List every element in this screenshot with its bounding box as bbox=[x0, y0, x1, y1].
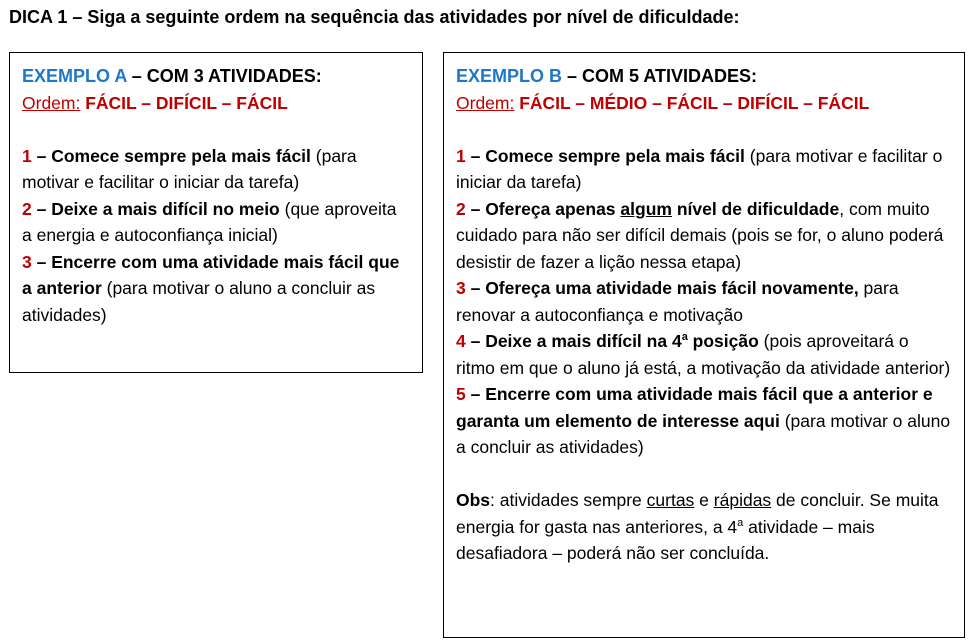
example-b-item-5 bbox=[456, 381, 952, 461]
item-number: 2 bbox=[22, 198, 32, 219]
obs-text: : atividades sempre bbox=[490, 490, 647, 510]
item-number: 1 bbox=[456, 145, 466, 166]
example-b-title-rest: – COM 5 ATIVIDADES: bbox=[562, 66, 758, 86]
example-a-item-3 bbox=[22, 249, 410, 329]
obs-text: de concluir. Se muita energia for gasta nas anteriores, a 4 bbox=[456, 490, 939, 537]
example-b-title-lead: EXEMPLO B bbox=[456, 66, 563, 86]
example-b-item-1 bbox=[456, 143, 952, 196]
item-number: 2 bbox=[456, 198, 466, 219]
spacer bbox=[22, 116, 410, 143]
item-text: (pois aproveitará o ritmo em que o aluno já está, a motivação da atividade anterior) bbox=[456, 331, 951, 378]
spacer bbox=[456, 116, 952, 143]
example-a-title-rest: – COM 3 ATIVIDADES: bbox=[126, 66, 322, 86]
item-number: 1 bbox=[22, 145, 32, 166]
obs-note bbox=[456, 487, 952, 567]
order-label: Ordem: bbox=[22, 92, 81, 113]
example-a-title-lead: EXEMPLO A bbox=[22, 66, 127, 86]
example-b-box bbox=[443, 52, 965, 638]
item-emphasis: posição bbox=[687, 331, 759, 351]
order-label: Ordem: bbox=[456, 92, 515, 113]
example-a-item-2 bbox=[22, 196, 410, 249]
item-text: , com muito cuidado para não ser difícil demais (pois se for, o aluno poderá desistir de fazer a lição nessa etapa) bbox=[456, 198, 944, 272]
example-a-item-1 bbox=[22, 143, 410, 196]
obs-text: e bbox=[694, 490, 714, 510]
obs-underlined: curtas bbox=[646, 490, 695, 510]
item-emphasis: – Deixe a mais difícil na 4 bbox=[465, 331, 682, 351]
item-number: 3 bbox=[22, 251, 32, 272]
example-b-order bbox=[456, 90, 952, 117]
ordinal-superscript: a bbox=[681, 331, 688, 344]
page-heading: DICA 1 – Siga a seguinte ordem na sequência das atividades por nível de dificuldade: bbox=[9, 7, 740, 27]
item-text: (para motivar e facilitar o iniciar da tarefa) bbox=[456, 145, 943, 192]
example-a-order bbox=[22, 90, 410, 117]
item-number: 5 bbox=[456, 384, 466, 404]
item-text: (para motivar o aluno a concluir as atividades) bbox=[456, 410, 951, 457]
example-b-item-3 bbox=[456, 275, 952, 328]
item-number: 3 bbox=[456, 278, 466, 298]
order-value: FÁCIL – DIFÍCIL – FÁCIL bbox=[80, 92, 288, 113]
item-number: 4 bbox=[456, 331, 466, 351]
item-emphasis: – Comece sempre pela mais fácil bbox=[465, 145, 745, 166]
ordinal-superscript: a bbox=[737, 516, 744, 529]
example-a-title bbox=[22, 63, 410, 90]
item-text: (para motivar o aluno a concluir as atividades) bbox=[22, 278, 376, 325]
item-text: (que aproveita a energia e autoconfiança inicial) bbox=[22, 198, 397, 245]
example-b-item-2 bbox=[456, 196, 952, 276]
order-value: FÁCIL – MÉDIO – FÁCIL – DIFÍCIL – FÁCIL bbox=[514, 92, 870, 113]
item-emphasis: – Ofereça apenas bbox=[465, 198, 621, 219]
item-emphasis: – Deixe a mais difícil no meio bbox=[31, 198, 280, 219]
example-b-title bbox=[456, 63, 952, 90]
example-b-item-4 bbox=[456, 328, 952, 381]
item-underlined: algum bbox=[620, 198, 672, 219]
item-text: para renovar a autoconfiança e motivação bbox=[456, 278, 899, 325]
item-text: (para motivar e facilitar o iniciar da tarefa) bbox=[22, 145, 357, 192]
item-emphasis: nível de dificuldade bbox=[671, 198, 840, 219]
obs-underlined: rápidas bbox=[713, 490, 772, 510]
item-emphasis: – Encerre com uma atividade mais fácil que a anterior bbox=[22, 251, 400, 298]
obs-text: atividade – mais desafiadora – poderá não ser concluída. bbox=[456, 516, 875, 563]
item-emphasis: – Ofereça uma atividade mais fácil novamente, bbox=[465, 278, 859, 298]
obs-label: Obs bbox=[456, 490, 491, 510]
item-emphasis: – Comece sempre pela mais fácil bbox=[31, 145, 311, 166]
spacer bbox=[456, 461, 952, 488]
item-emphasis: – Encerre com uma atividade mais fácil que a anterior e garanta um elemento de interesse aqui bbox=[456, 384, 933, 431]
example-a-box bbox=[9, 52, 423, 373]
